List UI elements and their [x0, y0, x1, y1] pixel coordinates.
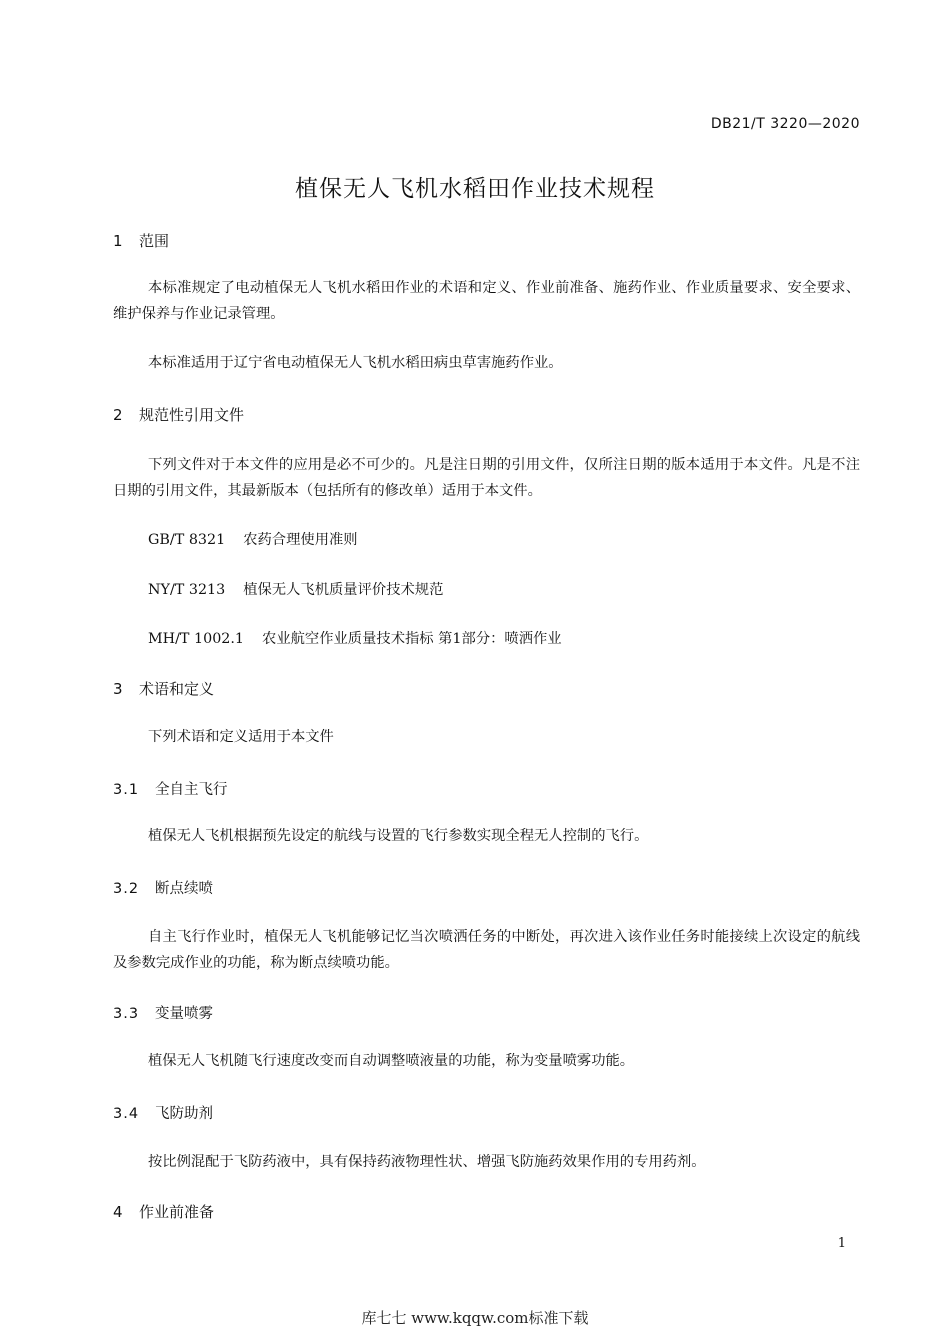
reference-code: GB/T 8321 [148, 532, 226, 548]
section-title: 术语和定义 [139, 680, 215, 698]
reference-name: 农药合理使用准则 [243, 532, 358, 548]
section-title: 范围 [139, 232, 170, 250]
paragraph-scope-1: 本标准规定了电动植保无人飞机水稻田作业的术语和定义、作业前准备、施药作业、作业质量要求、安全要求、维护保养与作业记录管理。 [113, 280, 860, 322]
term-number: 3.3 [113, 1006, 140, 1022]
section-title: 作业前准备 [139, 1203, 215, 1221]
term-number: 3.1 [113, 782, 140, 798]
term-number: 3.2 [113, 881, 140, 897]
reference-name: 农业航空作业质量技术指标 第1部分：喷洒作业 [262, 631, 562, 647]
term-heading-3-2 [113, 877, 213, 898]
reference-code: NY/T 3213 [148, 582, 226, 598]
reference-code: MH/T 1002.1 [148, 631, 245, 647]
reference-item [148, 628, 562, 648]
term-number: 3.4 [113, 1106, 140, 1122]
section-heading-2 [113, 404, 244, 425]
paragraph-terms-intro: 下列术语和定义适用于本文件 [148, 729, 334, 745]
term-definition-3-4: 按比例混配于飞防药液中，具有保持药液物理性状、增强飞防施药效果作用的专用药剂。 [148, 1154, 706, 1170]
term-heading-3-3 [113, 1002, 213, 1023]
document-title: 植保无人飞机水稻田作业技术规程 [295, 176, 655, 202]
section-heading-4 [113, 1201, 214, 1222]
reference-item [148, 579, 443, 599]
term-definition-3-1: 植保无人飞机根据预先设定的航线与设置的飞行参数实现全程无人控制的飞行。 [148, 828, 649, 844]
page-number: 1 [837, 1236, 846, 1251]
section-number: 1 [113, 232, 123, 250]
section-number: 3 [113, 680, 123, 698]
reference-name: 植保无人飞机质量评价技术规范 [243, 582, 444, 598]
section-heading-1 [113, 230, 169, 251]
term-title: 断点续喷 [155, 881, 213, 897]
term-definition-3-2: 自主飞行作业时，植保无人飞机能够记忆当次喷洒任务的中断处，再次进入该作业任务时能接续上次设定的航线及参数完成作业的功能，称为断点续喷功能。 [113, 929, 860, 971]
section-number: 4 [113, 1203, 123, 1221]
section-heading-3 [113, 678, 214, 699]
paragraph-references-intro: 下列文件对于本文件的应用是必不可少的。凡是注日期的引用文件，仅所注日期的版本适用于本文件。凡是不注日期的引用文件，其最新版本（包括所有的修改单）适用于本文件。 [113, 457, 860, 499]
footer-watermark: 库七七 www.kqqw.com标准下载 [361, 1309, 589, 1327]
document-code: DB21/T 3220—2020 [710, 116, 860, 132]
paragraph-scope-2: 本标准适用于辽宁省电动植保无人飞机水稻田病虫草害施药作业。 [148, 355, 563, 371]
term-definition-3-3: 植保无人飞机随飞行速度改变而自动调整喷液量的功能，称为变量喷雾功能。 [148, 1053, 635, 1069]
reference-item [148, 529, 358, 549]
term-heading-3-1 [113, 778, 228, 799]
term-heading-3-4 [113, 1102, 213, 1123]
term-title: 飞防助剂 [155, 1106, 213, 1122]
section-number: 2 [113, 406, 123, 424]
term-title: 变量喷雾 [155, 1006, 213, 1022]
term-title: 全自主飞行 [155, 782, 228, 798]
section-title: 规范性引用文件 [139, 406, 245, 424]
